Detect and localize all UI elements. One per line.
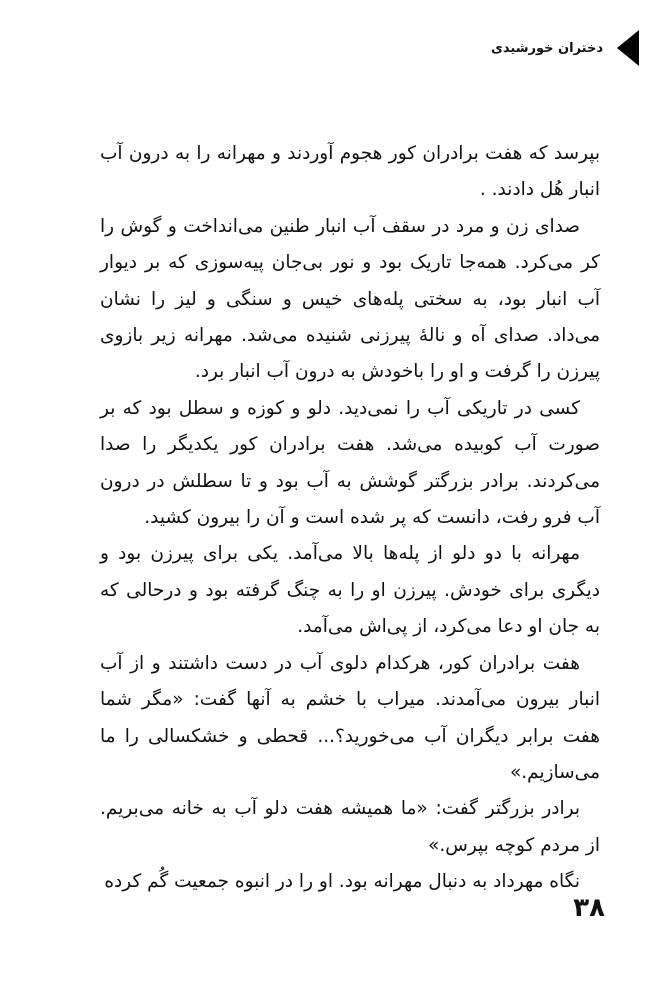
paragraph: هفت برادران کور، هرکدام دلوی آب در دست داشتند و از آب انبار بیرون می‌آمدند. میراب با خشم به آنها گفت: «مگر شما هفت برابر دیگران آب می‌خورید؟... قحطی و خشکسالی را ما می‌سازیم.» (100, 652, 600, 783)
page-number: ۳۸ (573, 893, 605, 923)
paragraph: برادر بزرگتر گفت: «ما همیشه هفت دلو آب به خانه می‌بریم. از مردم کوچه بپرس.» (100, 798, 600, 856)
page-marker-triangle-icon (617, 30, 639, 66)
paragraph: مهرانه با دو دلو از پله‌ها بالا می‌آمد. یکی برای پیرزن بود و دیگری برای خودش. پیرزن او را به چنگ گرفته بود و درحالی که به جان او دعا می‌کرد، از پی‌اش می‌آمد. (100, 543, 600, 638)
paragraph: نگاه مهرداد به دنبال مهرانه بود. او را در انبوه جمعیت گُم کرده (104, 871, 580, 893)
paragraph: بپرسد که هفت برادران کور هجوم آوردند و مهرانه را به درون آب انبار هُل دادند. . (100, 143, 600, 201)
running-head-title: دختران خورشیدی (490, 40, 603, 56)
paragraph: صدای زن و مرد در سقف آب انبار طنین می‌انداخت و گوش را کر می‌کرد. همه‌جا تاریک بود و نور بی‌جان پیه‌سوزی که بر دیوار آب انبار بود، به سختی پله‌های خیس و سنگی و لیز را نشان می‌داد. صدای آه و ناله‌ٔ پیرزنی شنیده می‌شد. مهرانه زیر بازوی پیرزن را گرفت و او را باخودش به درون آب انبار برد. (100, 215, 600, 383)
paragraph: کسی در تاریکی آب را نمی‌دید. دلو و کوزه و سطل بود که بر صورت آب کوبیده می‌شد. هفت برادران کور یکدیگر را صدا می‌کردند. برادر بزرگتر گوشش به آب بود و تا سطلش در درون آب فرو رفت، دانست که پر شده است و آن را بیرون کشید. (100, 397, 600, 529)
page-header (491, 30, 639, 66)
body-text (100, 136, 600, 901)
